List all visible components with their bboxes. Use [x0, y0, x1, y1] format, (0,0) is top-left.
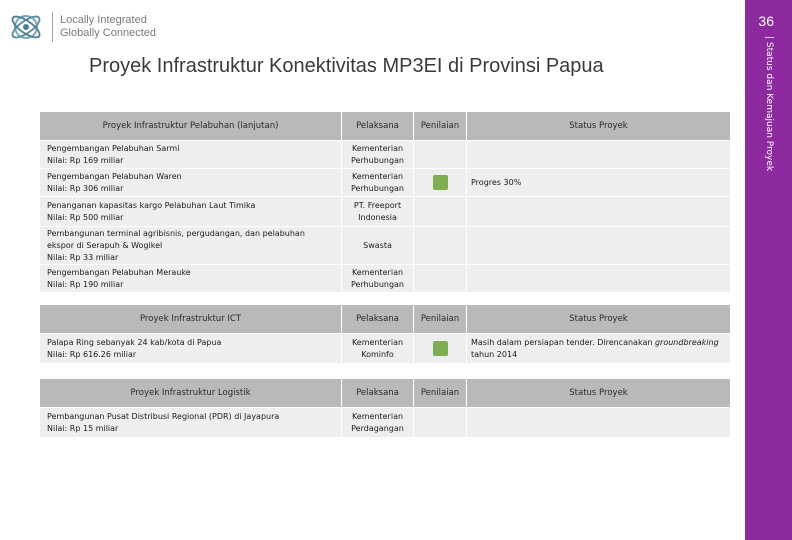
project-cell — [40, 408, 342, 438]
table-row — [40, 169, 731, 197]
executor-cell — [342, 197, 414, 227]
executor-cell — [342, 334, 414, 364]
assessment-cell — [414, 227, 467, 265]
executor-cell — [342, 408, 414, 438]
project-name: Pengembangan Pelabuhan Waren — [47, 171, 182, 181]
project-value: Nilai: Rp 169 miliar — [47, 155, 124, 165]
logo-line-2: Globally Connected — [60, 27, 157, 39]
executor-line: Perdagangan — [351, 423, 404, 433]
status-cell — [467, 197, 731, 227]
table-header — [40, 112, 731, 141]
executor-line: Perhubungan — [350, 183, 405, 193]
project-value: Nilai: Rp 616.26 miliar — [47, 349, 137, 359]
table-row — [40, 227, 731, 265]
section-label-text: | Status dan Kemajuan Proyek — [764, 36, 774, 172]
project-name: Pengembangan Pelabuhan Sarmi — [47, 143, 180, 153]
executor-cell — [342, 265, 414, 293]
header-status: Status Proyek — [467, 305, 731, 334]
project-cell — [40, 141, 342, 169]
project-cell — [40, 197, 342, 227]
header-executor: Pelaksana — [342, 112, 414, 141]
assessment-cell — [414, 197, 467, 227]
project-name: Pembangunan terminal agribisnis, pergudangan, dan pelabuhan — [47, 228, 305, 238]
project-cell — [40, 227, 342, 265]
page-number: 36 — [758, 13, 774, 29]
project-cell — [40, 334, 342, 364]
executor-line: PT. Freeport — [353, 200, 402, 210]
project-name: Penanganan kapasitas kargo Pelabuhan Laut Timika — [47, 200, 256, 210]
globe-logo-icon — [8, 10, 44, 44]
header-status: Status Proyek — [467, 112, 731, 141]
executor-line: Kementerian — [351, 171, 404, 181]
executor-line: Perhubungan — [350, 155, 405, 165]
table-row — [40, 408, 731, 438]
assessment-cell — [414, 141, 467, 169]
header-project: Proyek Infrastruktur Pelabuhan (lanjutan) — [40, 112, 342, 141]
executor-line: Kominfo — [361, 349, 394, 359]
table-row — [40, 197, 731, 227]
logistics-projects-table — [39, 378, 731, 438]
header-project: Proyek Infrastruktur Logistik — [40, 379, 342, 408]
header-assessment: Penilaian — [414, 305, 467, 334]
table-row — [40, 265, 731, 293]
project-name: Pembangunan Pusat Distribusi Regional (PDR) di Jayapura — [47, 411, 280, 421]
ict-projects-table — [39, 304, 731, 364]
project-value: Nilai: Rp 33 miliar — [47, 252, 119, 262]
logo-line-1: Locally Integrated — [60, 14, 147, 26]
executor-line: Swasta — [363, 240, 392, 250]
executor-line: Kementerian — [351, 411, 404, 421]
executor-cell — [342, 169, 414, 197]
status-cell — [467, 408, 731, 438]
project-name: Palapa Ring sebanyak 24 kab/kota di Papua — [47, 337, 222, 347]
header-executor: Pelaksana — [342, 379, 414, 408]
section-label — [760, 36, 774, 186]
header-project: Proyek Infrastruktur ICT — [40, 305, 342, 334]
assessment-cell — [414, 169, 467, 197]
project-name: Pengembangan Pelabuhan Merauke — [47, 267, 191, 277]
status-emphasis: groundbreaking — [654, 337, 719, 347]
executor-line: Kementerian — [351, 143, 404, 153]
header-executor: Pelaksana — [342, 305, 414, 334]
status-text: tahun 2014 — [471, 349, 518, 359]
table-row — [40, 334, 731, 364]
executor-cell — [342, 227, 414, 265]
project-value: Nilai: Rp 500 miliar — [47, 212, 124, 222]
table-header — [40, 305, 731, 334]
assessment-cell — [414, 334, 467, 364]
status-cell — [467, 334, 731, 364]
project-value: Nilai: Rp 306 miliar — [47, 183, 124, 193]
project-cell — [40, 169, 342, 197]
table-header — [40, 379, 731, 408]
green-status-indicator — [433, 341, 448, 356]
project-cell — [40, 265, 342, 293]
project-name: ekspor di Serapuh & Wogikel — [47, 240, 163, 250]
header-status: Status Proyek — [467, 379, 731, 408]
executor-line: Perhubungan — [350, 279, 405, 289]
status-text: Masih dalam persiapan tender. Direncanakan — [471, 337, 655, 347]
status-cell — [467, 141, 731, 169]
executor-cell — [342, 141, 414, 169]
status-cell — [467, 265, 731, 293]
assessment-cell — [414, 408, 467, 438]
logo-divider — [52, 12, 53, 42]
project-value: Nilai: Rp 15 miliar — [47, 423, 119, 433]
table-row — [40, 141, 731, 169]
page-title: Proyek Infrastruktur Konektivitas MP3EI di Provinsi Papua — [89, 55, 604, 77]
header-assessment: Penilaian — [414, 112, 467, 141]
assessment-cell — [414, 265, 467, 293]
project-value: Nilai: Rp 190 miliar — [47, 279, 124, 289]
header-assessment: Penilaian — [414, 379, 467, 408]
port-projects-table — [39, 111, 731, 293]
green-status-indicator — [433, 175, 448, 190]
logo — [8, 10, 158, 44]
status-cell: Progres 30% — [467, 169, 731, 197]
executor-line: Indonesia — [358, 212, 397, 222]
status-cell — [467, 227, 731, 265]
executor-line: Kementerian — [351, 267, 404, 277]
executor-line: Kementerian — [351, 337, 404, 347]
